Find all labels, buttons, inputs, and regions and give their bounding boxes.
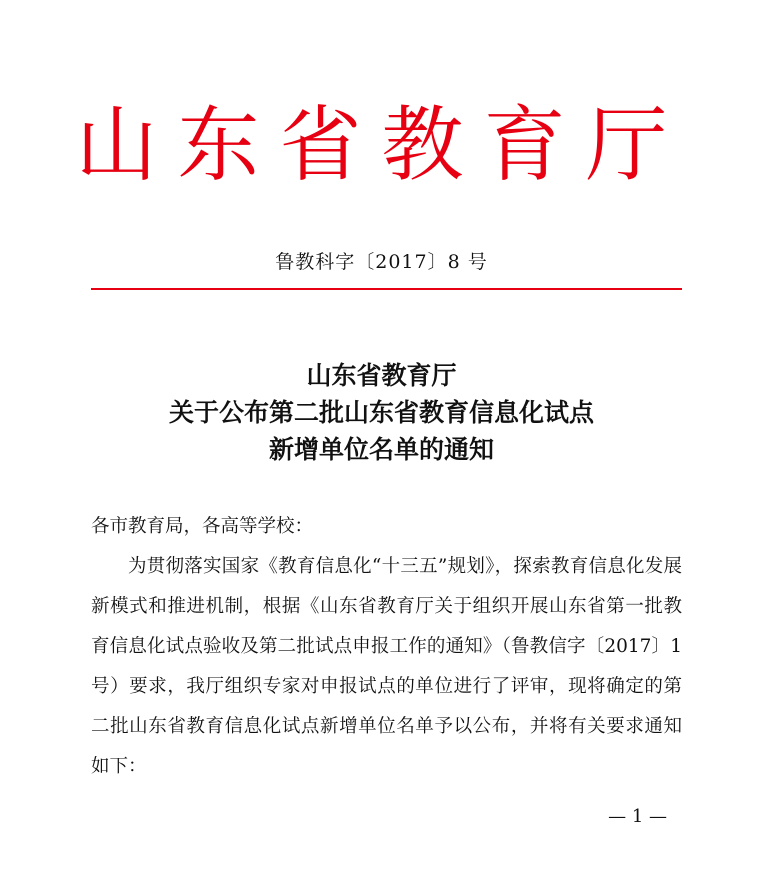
document-title (0, 357, 763, 468)
title-line-1: 山东省教育厅 (306, 361, 457, 390)
body-paragraph: 为贯彻落实国家《教育信息化“十三五”规划》，探索教育信息化发展新模式和推进机制，根据《山东省教育厅关于组织开展山东省第一批教育信息化试点验收及第二批试点申报工作的通知》（鲁教信字〔2017〕1 号）要求，我厅组织专家对申报试点的单位进行了评审，现将确定的第二批山东省教育信息化试点新增单位名单予以公布，并将有关要求通知如下： (91, 556, 682, 777)
salutation: 各市教育局，各高等学校： (91, 516, 314, 537)
masthead: 山东省教育厅 (75, 98, 688, 193)
title-line-2: 关于公布第二批山东省教育信息化试点 (168, 398, 594, 427)
document-body (91, 507, 682, 787)
document-number: 鲁教科字〔2017〕8 号 (275, 251, 488, 273)
title-line-3: 新增单位名单的通知 (268, 435, 494, 464)
page-number: — 1 — (608, 806, 667, 827)
red-divider (91, 288, 682, 290)
